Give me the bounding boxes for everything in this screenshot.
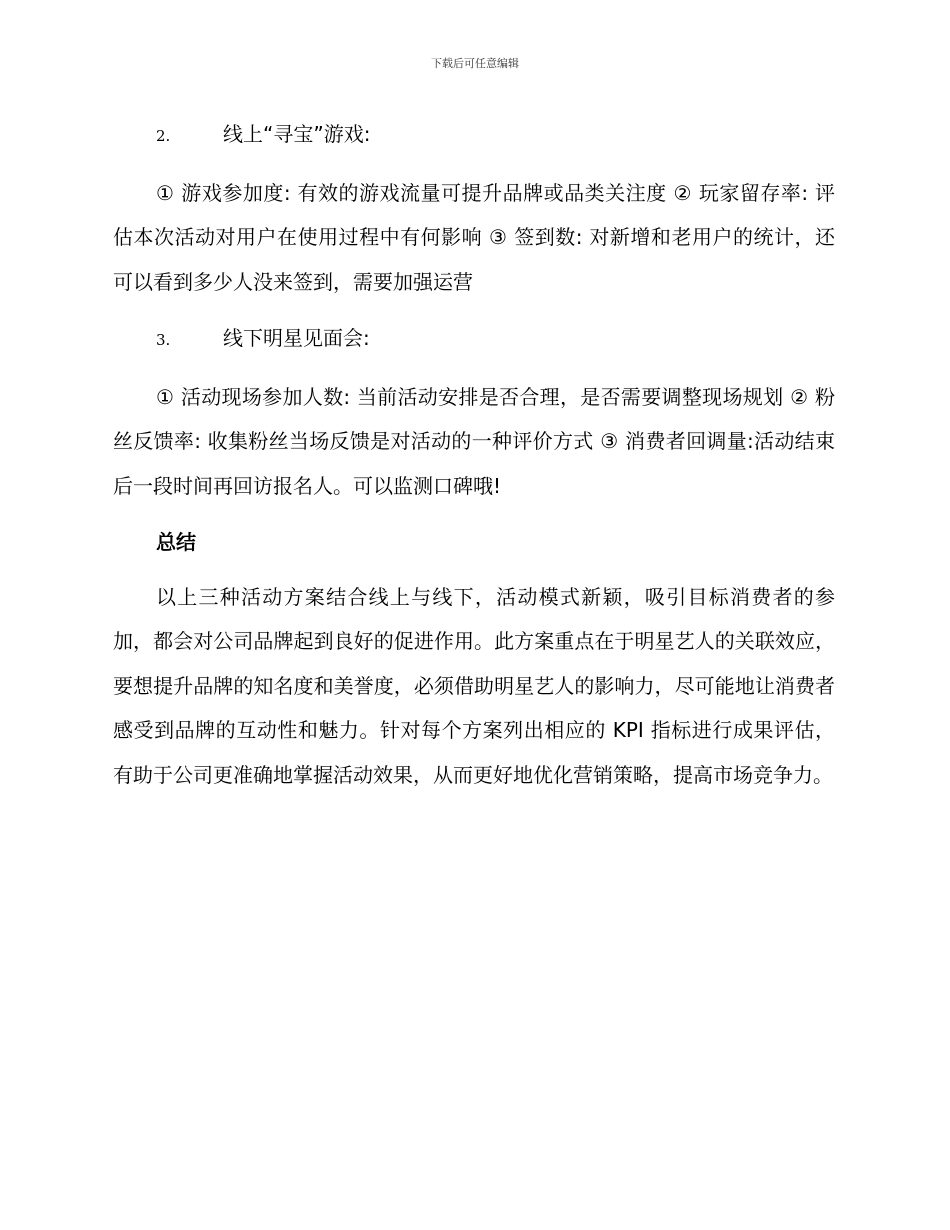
section-3-number: 3. [156, 331, 171, 349]
summary-body: 以上三种活动方案结合线上与线下，活动模式新颖，吸引目标消费者的参加，都会对公司品牌起到良好的促进作用。此方案重点在于明星艺人的关联效应，要想提升品牌的知名度和美誉度，必须借助明星艺人的影响力，尽可能地让消费者感受到品牌的互动性和魅力。针对每个方案列出相应的 KPI 指标进行成果评估，有助于公司更准确地掌握活动效果，从而更好地优化营销策略，提高市场竞争力。 [113, 584, 835, 787]
section-3-title: 线下明星见面会: [223, 326, 370, 350]
section-3-body: ① 活动现场参加人数: 当前活动安排是否合理，是否需要调整现场规划 ② 粉丝反馈率: 收集粉丝当场反馈是对活动的一种评价方式 ③ 消费者回调量:活动结束后一段时间再回访报名人。可以监测口碑哦! [113, 384, 835, 498]
document-body [113, 112, 835, 797]
section-2-heading [113, 112, 835, 159]
summary-title: 总结 [156, 530, 196, 554]
section-2-number: 2. [156, 127, 171, 145]
page-header-note: 下载后可任意编辑 [431, 57, 519, 70]
section-2-body: ① 游戏参加度: 有效的游戏流量可提升品牌或品类关注度 ② 玩家留存率: 评估本次活动对用户在使用过程中有何影响 ③ 签到数: 对新增和老用户的统计，还可以看到多少人没来签到，需要加强运营 [113, 180, 835, 294]
section-3-heading [113, 316, 835, 363]
section-2-title: 线上“寻宝”游戏: [223, 122, 371, 146]
